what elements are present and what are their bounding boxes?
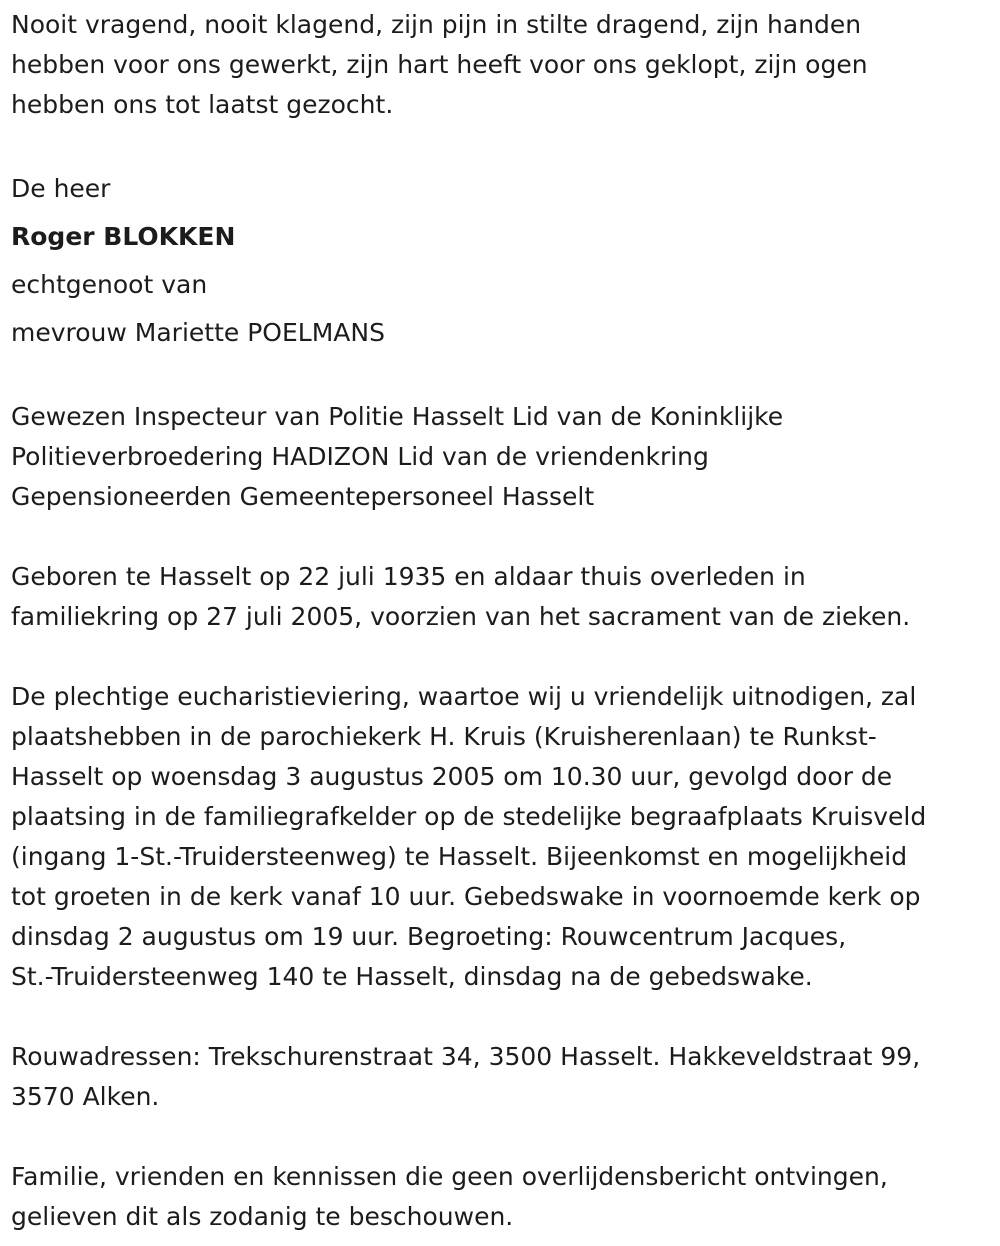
ceremony-paragraph: De plechtige eucharistieviering, waartoe wij u vriendelijk uitnodigen, zal plaatshebben in de parochiekerk H. Kruis (Kruisherenlaan) te Runkst- Hasselt op woensdag 3 augustus 2005 om 10.30 uur, gevolgd door de plaatsing in de familiegrafkelder op de stedelijke begraafplaats Kruisveld (ingang 1-St.-Truidersteenweg) te Hasselt. Bijeenkomst en mogelijkheid tot groeten in de kerk vanaf 10 uur. Gebedswake in voornoemde kerk op dinsdag 2 augustus om 19 uur. Begroeting: Rouwcentrum Jacques, St.-Truidersteenweg 140 te Hasselt, dinsdag na de gebedswake. [11,682,927,991]
obituary-notice [11,0,991,1237]
career-paragraph: Gewezen Inspecteur van Politie Hasselt Lid van de Koninklijke Politieverbroedering HADIZON Lid van de vriendenkring Gepensioneerden Gemeentepersoneel Hasselt [11,402,784,511]
birth-death-paragraph: Geboren te Hasselt op 22 juli 1935 en aldaar thuis overleden in familiekring op 27 juli 2005, voorzien van het sacrament van de zieken. [11,562,911,631]
spouse-name: mevrouw Mariette POELMANS [11,318,385,347]
honorific: De heer [11,174,111,203]
addresses-paragraph: Rouwadressen: Trekschurenstraat 34, 3500 Hasselt. Hakkeveldstraat 99, 3570 Alken. [11,1042,921,1111]
closing-paragraph: Familie, vrienden en kennissen die geen overlijdensbericht ontvingen, gelieven dit als zodanig te beschouwen. [11,1162,888,1231]
relation-label: echtgenoot van [11,270,208,299]
intro-verse: Nooit vragend, nooit klagend, zijn pijn in stilte dragend, zijn handen hebben voor ons gewerkt, zijn hart heeft voor ons geklopt, zijn ogen hebben ons tot laatst gezocht. [11,10,868,119]
deceased-name: Roger BLOKKEN [11,222,236,251]
